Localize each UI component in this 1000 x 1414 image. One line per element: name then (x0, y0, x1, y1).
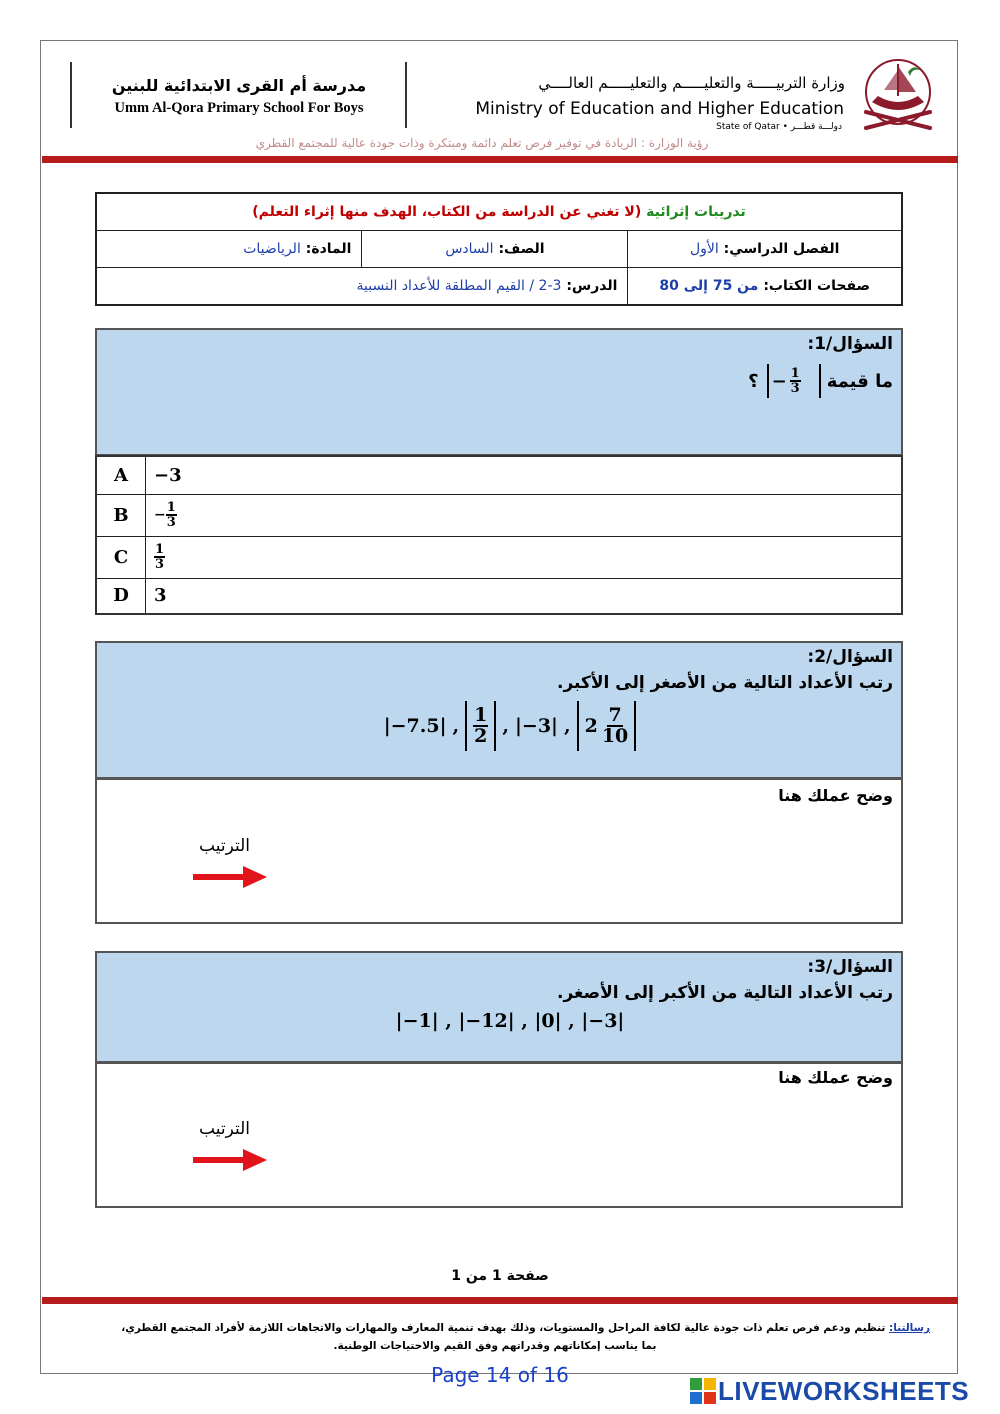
option-a-value: −3 (146, 456, 903, 494)
grade-label: الصف: (498, 241, 545, 257)
school-name-en: Umm Al-Qora Primary School For Boys (114, 100, 364, 116)
lesson-label: الدرس: (566, 278, 618, 294)
mission-line-1: رسالتنا: تنظيم ودعم فرص تعلم ذات جودة عالية لكافة المراحل والمستويات، وذلك بهدف تنمية المعارف والمهارات والاتجاهات اللازمة لأفراد المجتمع القطري، (121, 1322, 930, 1334)
option-d-value: 3 (146, 578, 903, 614)
school-divider-left (70, 62, 72, 128)
option-letter: C (96, 536, 146, 578)
ministry-vision: رؤية الوزارة : الريادة في توفير فرص تعلم دائمة ومبتكرة وذات جودة عالية للمجتمع القطري (255, 136, 709, 150)
option-a-row[interactable] (96, 456, 902, 494)
option-letter: B (96, 494, 146, 536)
page-number-ar: صفحة 1 من 1 (451, 1268, 549, 1284)
question-3-expression: |−1| , |−12| , |0| , |−3| (395, 1010, 625, 1032)
option-letter: A (96, 456, 146, 494)
arrow-right-icon (193, 866, 267, 888)
grade-cell (362, 231, 628, 268)
question-2-title: السؤال/2: (807, 647, 893, 667)
school-divider-right (405, 62, 407, 128)
pages-value: من 75 إلى 80 (659, 278, 759, 294)
pages-label: صفحات الكتاب: (763, 278, 871, 294)
qatar-emblem-icon (858, 52, 938, 136)
option-c-row[interactable] (96, 536, 902, 578)
question-2-expression: |−7.5| , $\frac{1}{2}$ , |−3| , 2 $\frac{7}{10}$ (300, 696, 720, 756)
question-3-order-label: الترتيب (199, 1119, 250, 1139)
state-label: State of Qatar • دولـــة قطـــر (716, 122, 842, 132)
pages-cell (628, 268, 902, 306)
option-d-row[interactable] (96, 578, 902, 614)
arrow-right-icon (193, 1149, 267, 1171)
question-2-work-label: وضح عملك هنا (778, 786, 893, 805)
question-2-prompt: رتب الأعداد التالية من الأصغر إلى الأكبر. (557, 673, 893, 693)
ministry-name-ar: وزارة التربيـــــة والتعليـــــم والتعليـــــم العالــــي (538, 74, 845, 92)
subject-label: المادة: (305, 241, 352, 257)
semester-value: الأول (689, 241, 719, 257)
liveworksheets-logo-icon (690, 1378, 716, 1404)
question-3-prompt: رتب الأعداد التالية من الأكبر إلى الأصغر. (557, 983, 893, 1003)
lesson-info-table (95, 192, 903, 306)
semester-label: الفصل الدراسي: (723, 241, 840, 257)
subject-cell (96, 231, 362, 268)
question-3-title: السؤال/3: (807, 957, 893, 977)
grade-value: السادس (445, 241, 494, 257)
question-3-work-label: وضح عملك هنا (778, 1068, 893, 1087)
enrichment-title (96, 193, 902, 231)
question-1-prompt (600, 358, 893, 404)
footer-red-bar (42, 1297, 958, 1304)
question-2-order-label: الترتيب (199, 836, 250, 856)
question-1-options (95, 455, 903, 615)
option-c-value: $\frac{1}{3}$ (146, 536, 903, 578)
school-name-ar: مدرسة أم القرى الابتدائية للبنين (111, 76, 367, 95)
title-note: (لا تغني عن الدراسة من الكتاب، الهدف منها إثراء التعلم) (252, 204, 642, 220)
page-count: Page 14 of 16 (431, 1363, 569, 1387)
header-red-bar (42, 156, 958, 163)
question-1-title: السؤال/1: (807, 334, 893, 354)
subject-value: الرياضيات (243, 241, 301, 257)
ministry-name-en: Ministry of Education and Higher Education (475, 99, 844, 119)
title-label: تدريبات إثرائية (646, 204, 746, 220)
mission-line-2: بما يناسب إمكاناتهم وقدراتهم وفق القيم والاحتياجات الوطنية. (333, 1340, 657, 1352)
lesson-value: 3-2 / القيم المطلقة للأعداد النسبية (356, 278, 562, 294)
semester-cell (628, 231, 902, 268)
brand-name: LIVEWORKSHEETS (718, 1375, 970, 1406)
lesson-cell (96, 268, 628, 306)
option-letter: D (96, 578, 146, 614)
abs-expression: − $\frac{1}{3}$ (767, 364, 827, 398)
mission-label: رسالتنا: (889, 1322, 930, 1334)
prompt-text: ما قيمة (826, 370, 893, 392)
liveworksheets-logo[interactable] (690, 1374, 990, 1408)
option-b-value: − $\frac{1}{3}$ (146, 494, 903, 536)
option-b-row[interactable] (96, 494, 902, 536)
question-mark: ؟ (748, 370, 759, 392)
